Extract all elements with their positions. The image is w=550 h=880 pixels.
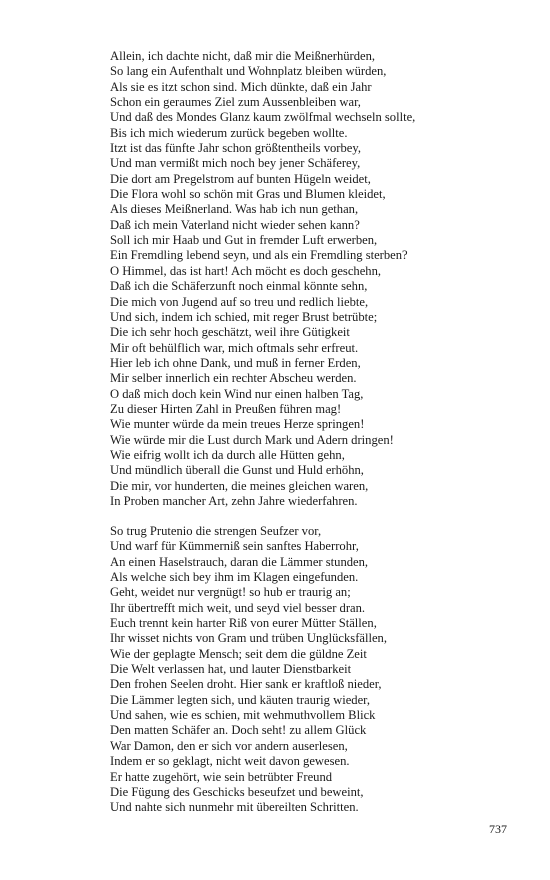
poem-line: Die ich sehr hoch geschätzt, weil ihre Gütigkeit — [110, 325, 350, 340]
poem-line: Die mir, vor hunderten, die meines gleichen waren, — [110, 478, 369, 493]
poem-line: War Damon, den er sich vor andern auserlesen, — [110, 738, 348, 753]
poem-line: Mir selber innerlich ein rechter Abscheu werden. — [110, 371, 357, 386]
page-number: 737 — [489, 822, 507, 836]
poem-line: Als sie es itzt schon sind. Mich dünkte, daß ein Jahr — [110, 79, 372, 94]
poem-line: Itzt ist das fünfte Jahr schon größtentheils vorbey, — [110, 141, 361, 156]
poem-line: Wie würde mir die Lust durch Mark und Adern dringen! — [110, 432, 394, 447]
poem-line: Und sich, indem ich schied, mit reger Brust betrübte; — [110, 309, 378, 324]
poem-line: So lang ein Aufenthalt und Wohnplatz bleiben würden, — [110, 64, 387, 79]
poem-line: Als dieses Meißnerland. Was hab ich nun gethan, — [110, 202, 359, 217]
poem-line: In Proben mancher Art, zehn Jahre wiederfahren. — [110, 493, 358, 508]
poem-line: Und man vermißt mich noch bey jener Schäferey, — [110, 156, 361, 171]
poem-line: Wie munter würde da mein treues Herze springen! — [110, 417, 365, 432]
poem-line: O daß mich doch kein Wind nur einen halben Tag, — [110, 386, 364, 401]
poem-line: Wie eifrig wollt ich da durch alle Hütten gehn, — [110, 447, 345, 462]
poem-line: So trug Prutenio die strengen Seufzer vor, — [110, 524, 322, 538]
poem-line: Und nahte sich nunmehr mit übereilten Schritten. — [110, 800, 359, 815]
poem-line: Zu dieser Hirten Zahl in Preußen führen mag! — [110, 401, 342, 416]
poem-line: Und sahen, wie es schien, mit wehmuthvollem Blick — [110, 708, 376, 723]
poem-line: O Himmel, das ist hart! Ach möcht es doch geschehn, — [110, 263, 382, 278]
poem-line: Ihr wisset nichts von Gram und trüben Unglücksfällen, — [110, 631, 388, 646]
poem-line: Ihr übertrefft mich weit, und seyd viel besser dran. — [110, 600, 366, 615]
poem-line: Die Fügung des Geschicks beseufzet und beweint, — [110, 784, 364, 799]
poem-line: Die Lämmer legten sich, und käuten traurig wieder, — [110, 692, 371, 707]
poem-line: Wie der geplagte Mensch; seit dem die güldne Zeit — [110, 646, 367, 661]
poem-line: Hier leb ich ohne Dank, und muß in ferner Erden, — [110, 355, 361, 370]
poem-line: Die Flora wohl so schön mit Gras und Blumen kleidet, — [110, 187, 386, 202]
poem-line: Daß ich mein Vaterland nicht wieder sehen kann? — [110, 217, 360, 232]
poem-line: Als welche sich bey ihm im Klagen eingefunden. — [110, 570, 359, 585]
poem-line: Bis ich mich wiederum zurück begeben wollte. — [110, 125, 348, 140]
poem-line: Mir oft behülflich war, mich oftmals sehr erfreut. — [110, 340, 359, 355]
poem-line: Daß ich die Schäferzunft noch einmal könnte sehn, — [110, 279, 368, 294]
poem-line: Er hatte zugehört, wie sein betrübter Freund — [110, 769, 333, 784]
poem-line: Soll ich mir Haab und Gut in fremder Luft erwerben, — [110, 233, 378, 248]
poem-line: Allein, ich dachte nicht, daß mir die Meißnerhürden, — [110, 49, 376, 63]
poem-line: Euch trennt kein harter Riß von eurer Mütter Ställen, — [110, 616, 377, 631]
poem-line: Und warf für Kümmerniß sein sanftes Haberrohr, — [110, 539, 359, 554]
poem-line: Und daß des Mondes Glanz kaum zwölfmal wechseln sollte, — [110, 110, 416, 125]
poem-line: Den matten Schäfer an. Doch seht! zu allem Glück — [110, 723, 367, 738]
poem-line: Den frohen Seelen droht. Hier sank er kraftloß nieder, — [110, 677, 382, 692]
poem-line: Geht, weidet nur vergnügt! so hub er traurig an; — [110, 585, 351, 600]
poem-line: Schon ein geraumes Ziel zum Aussenbleiben war, — [110, 95, 361, 110]
poem-line: Ein Fremdling lebend seyn, und als ein Fremdling sterben? — [110, 248, 408, 263]
poem-line: Indem er so geklagt, nicht weit davon gewesen. — [110, 754, 350, 769]
poem-stanza-1 — [110, 49, 530, 509]
poem-line: An einen Haselstrauch, daran die Lämmer stunden, — [110, 554, 369, 569]
poem-line: Und mündlich überall die Gunst und Huld erhöhn, — [110, 463, 364, 478]
poem-line: Die dort am Pregelstrom auf bunten Hügeln weidet, — [110, 171, 371, 186]
poem-stanza-2 — [110, 524, 530, 816]
poem-line: Die Welt verlassen hat, und lauter Dienstbarkeit — [110, 662, 352, 677]
poem-line: Die mich von Jugend auf so treu und redlich liebte, — [110, 294, 369, 309]
